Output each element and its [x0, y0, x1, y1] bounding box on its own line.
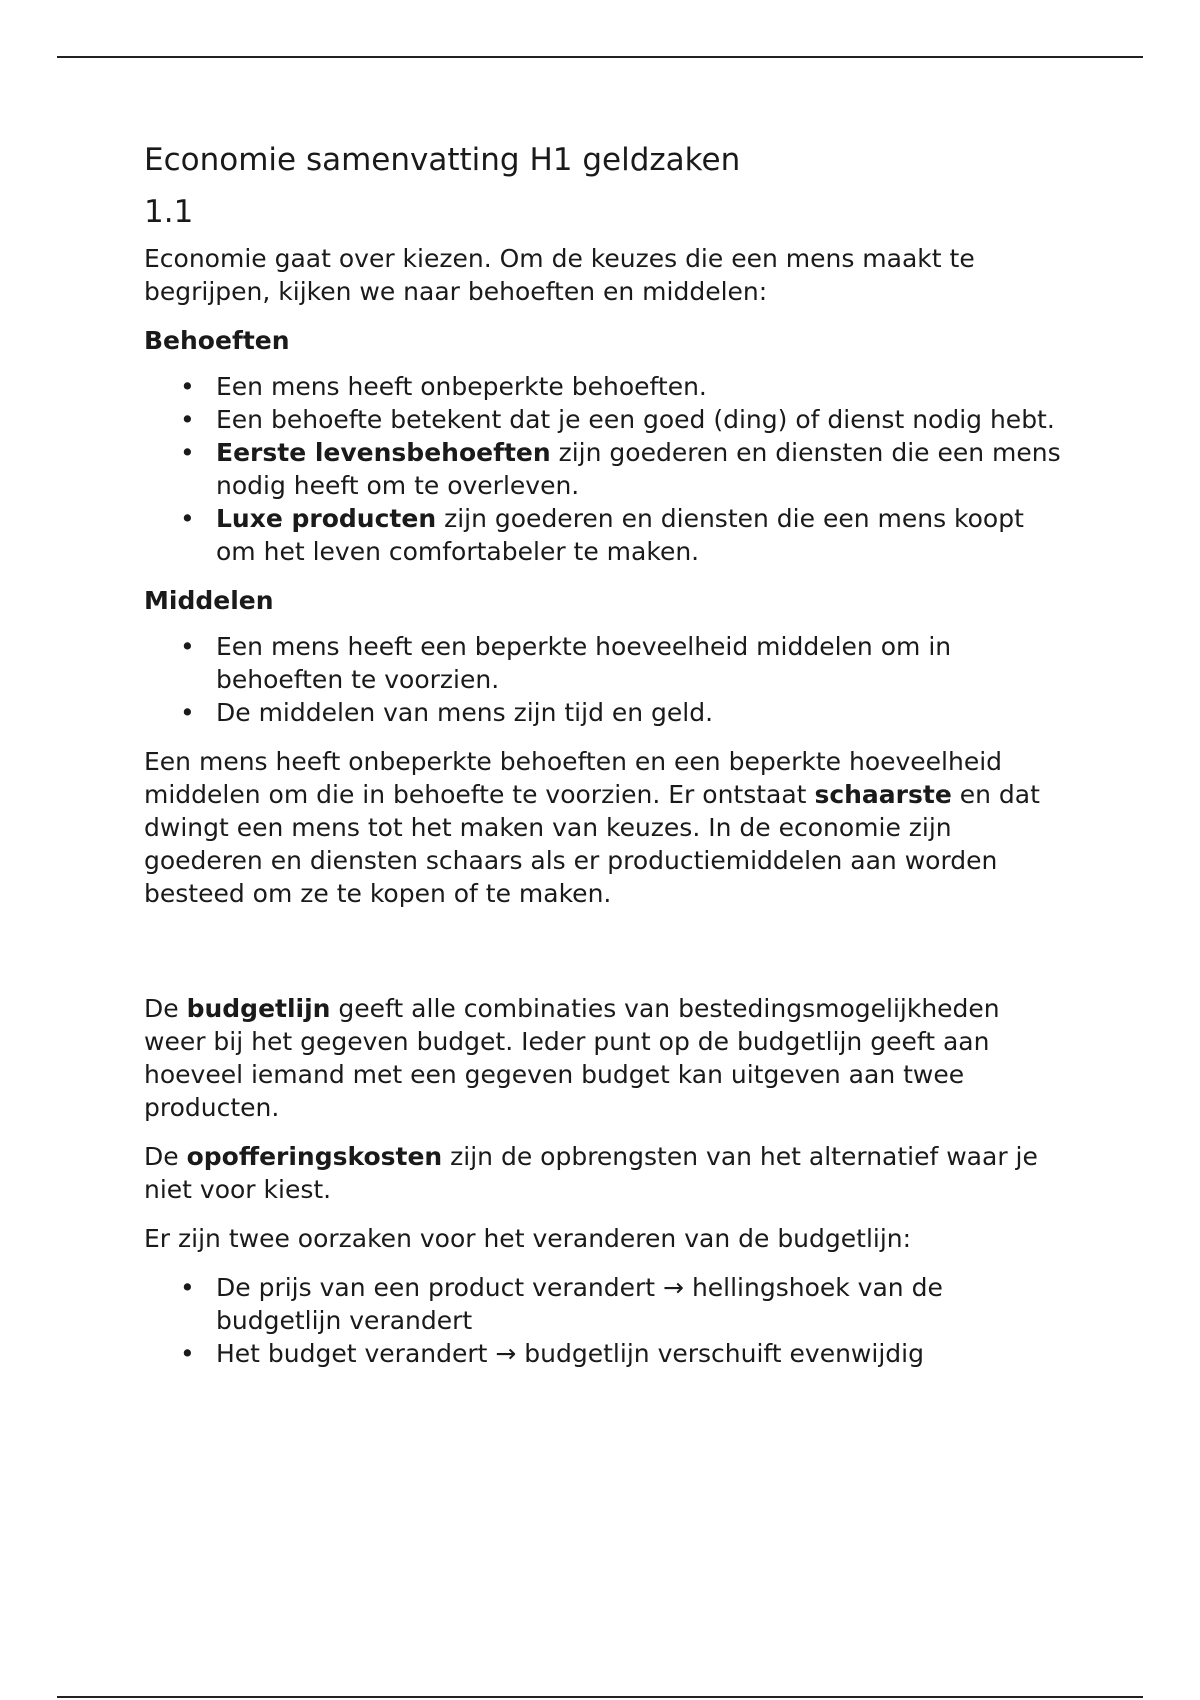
term-budgetlijn: budgetlijn: [186, 994, 331, 1023]
behoeften-heading: Behoeften: [144, 326, 290, 355]
bullet-icon: •: [180, 632, 195, 661]
list-item-text: Een behoefte betekent dat je een goed (ding) of dienst nodig hebt.: [216, 405, 1055, 434]
middelen-list: [144, 630, 1064, 729]
footer-rule: [57, 1696, 1143, 1698]
list-item: [180, 630, 1064, 696]
paragraph-text: geeft alle combinaties van bestedingsmogelijkheden weer bij het gegeven budget. Ieder punt op de budgetlijn geeft aan hoeveel iemand met een gegeven budget kan uitgeven aan twee producten.: [144, 994, 1000, 1122]
list-item-text: zijn goederen en diensten die een mens nodig heeft om te overleven.: [216, 438, 1061, 500]
bullet-icon: •: [180, 698, 195, 727]
budgetlijn-paragraph: [144, 992, 1064, 1124]
term-eerste-levensbehoeften: Eerste levensbehoeften: [216, 438, 551, 467]
document-title: Economie samenvatting H1 geldzaken: [144, 142, 741, 178]
bullet-icon: •: [180, 1273, 195, 1302]
middelen-heading: Middelen: [144, 586, 274, 615]
bullet-icon: •: [180, 1339, 195, 1368]
list-item-text: Het budget verandert → budgetlijn verschuift evenwijdig: [216, 1339, 924, 1368]
list-item: [180, 436, 1064, 502]
list-item: [180, 502, 1064, 568]
section-heading: 1.1: [144, 194, 194, 230]
list-item-text: zijn goederen en diensten die een mens koopt om het leven comfortabeler te maken.: [216, 504, 1024, 566]
opofferingskosten-paragraph: [144, 1140, 1064, 1206]
list-item: [180, 696, 1064, 729]
document-body: [144, 140, 1064, 1386]
schaarste-paragraph: [144, 745, 1064, 910]
list-item-text: Een mens heeft een beperkte hoeveelheid middelen om in behoeften te voorzien.: [216, 632, 952, 694]
bullet-icon: •: [180, 372, 195, 401]
list-item: [180, 1337, 1064, 1370]
list-item: [180, 370, 1064, 403]
list-item: [180, 1271, 1064, 1337]
term-schaarste: schaarste: [814, 780, 952, 809]
term-luxe-producten: Luxe producten: [216, 504, 437, 533]
oorzaken-list: [144, 1271, 1064, 1370]
paragraph-text: zijn de opbrengsten van het alternatief waar je niet voor kiest.: [144, 1142, 1038, 1204]
bullet-icon: •: [180, 504, 195, 533]
term-opofferingskosten: opofferingskosten: [186, 1142, 443, 1171]
behoeften-list: [144, 370, 1064, 568]
bullet-icon: •: [180, 405, 195, 434]
paragraph-text: De: [144, 1142, 187, 1171]
list-item: [180, 403, 1064, 436]
bullet-icon: •: [180, 438, 195, 467]
intro-paragraph: Economie gaat over kiezen. Om de keuzes die een mens maakt te begrijpen, kijken we naar behoeften en middelen:: [144, 244, 975, 306]
blank-line: [144, 926, 1064, 992]
oorzaken-intro: Er zijn twee oorzaken voor het veranderen van de budgetlijn:: [144, 1224, 912, 1253]
list-item-text: Een mens heeft onbeperkte behoeften.: [216, 372, 707, 401]
list-item-text: De prijs van een product verandert → hellingshoek van de budgetlijn verandert: [216, 1273, 943, 1335]
list-item-text: De middelen van mens zijn tijd en geld.: [216, 698, 714, 727]
paragraph-text: Een mens heeft onbeperkte behoeften en een beperkte hoeveelheid middelen om die in behoefte te voorzien. Er ontstaat: [144, 747, 1003, 809]
header-rule: [57, 56, 1143, 58]
paragraph-text: De: [144, 994, 187, 1023]
paragraph-text: en dat dwingt een mens tot het maken van keuzes. In de economie zijn goederen en diensten schaars als er productiemiddelen aan worden besteed om ze te kopen of te maken.: [144, 780, 1040, 908]
